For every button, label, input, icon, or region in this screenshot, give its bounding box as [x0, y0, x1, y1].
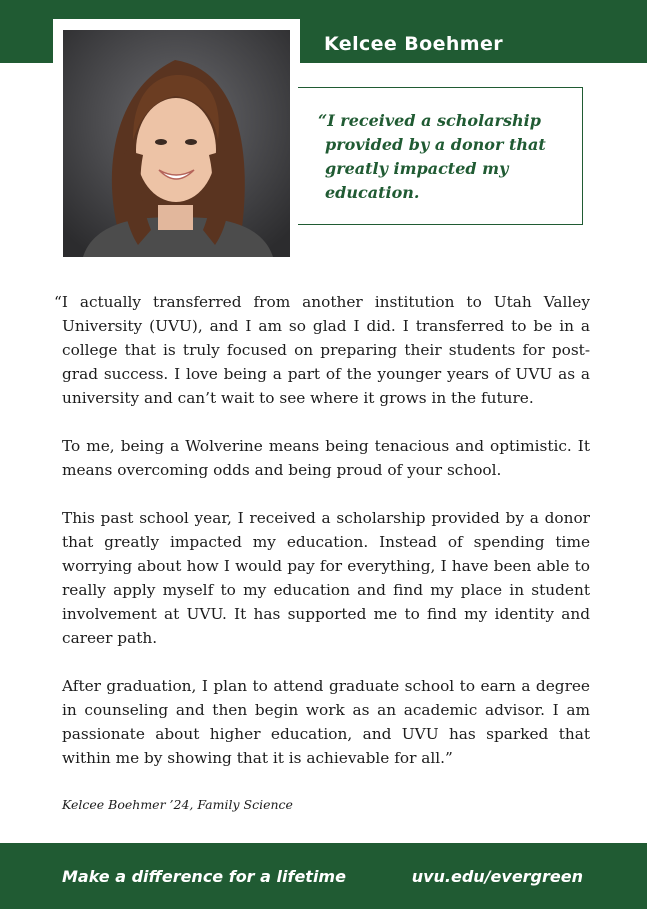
- body-paragraph-3: This past school year, I received a scholarship provided by a donor that greatly impacted my education. Instead of spending time worrying about how I would pay for everything, I have been able to really apply myself to my education and find my place in student involvement at UVU. It has supported me to find my identity and career path.: [62, 509, 590, 647]
- body-paragraph-2: To me, being a Wolverine means being tenacious and optimistic. It means overcoming odds and being proud of your school.: [62, 437, 590, 479]
- testimonial-body: [54, 290, 590, 770]
- attribution: Kelcee Boehmer ’24, Family Science: [62, 797, 293, 812]
- portrait-photo: [63, 30, 290, 257]
- portrait-illustration: [63, 30, 290, 257]
- profile-name: Kelcee Boehmer: [324, 33, 504, 55]
- evergreen-link[interactable]: uvu.edu/evergreen: [411, 867, 583, 886]
- footer-tagline: Make a difference for a lifetime: [62, 867, 346, 886]
- body-paragraph-1: “I actually transferred from another institution to Utah Valley University (UVU), and I am so glad I did. I transferred to be in a college that is truly focused on preparing their students for post-grad success. I love being a part of the younger years of UVU as a university and can’t wait to see where it grows in the future.: [54, 293, 590, 407]
- pull-quote: “I received a scholarship provided by a donor that greatly impacted my education.: [318, 111, 546, 202]
- footer-banner: [0, 843, 647, 909]
- body-paragraph-4: After graduation, I plan to attend graduate school to earn a degree in counseling and then begin work as an academic advisor. I am passionate about higher education, and UVU has sparked that within me by showing that it is achievable for all.”: [62, 677, 590, 767]
